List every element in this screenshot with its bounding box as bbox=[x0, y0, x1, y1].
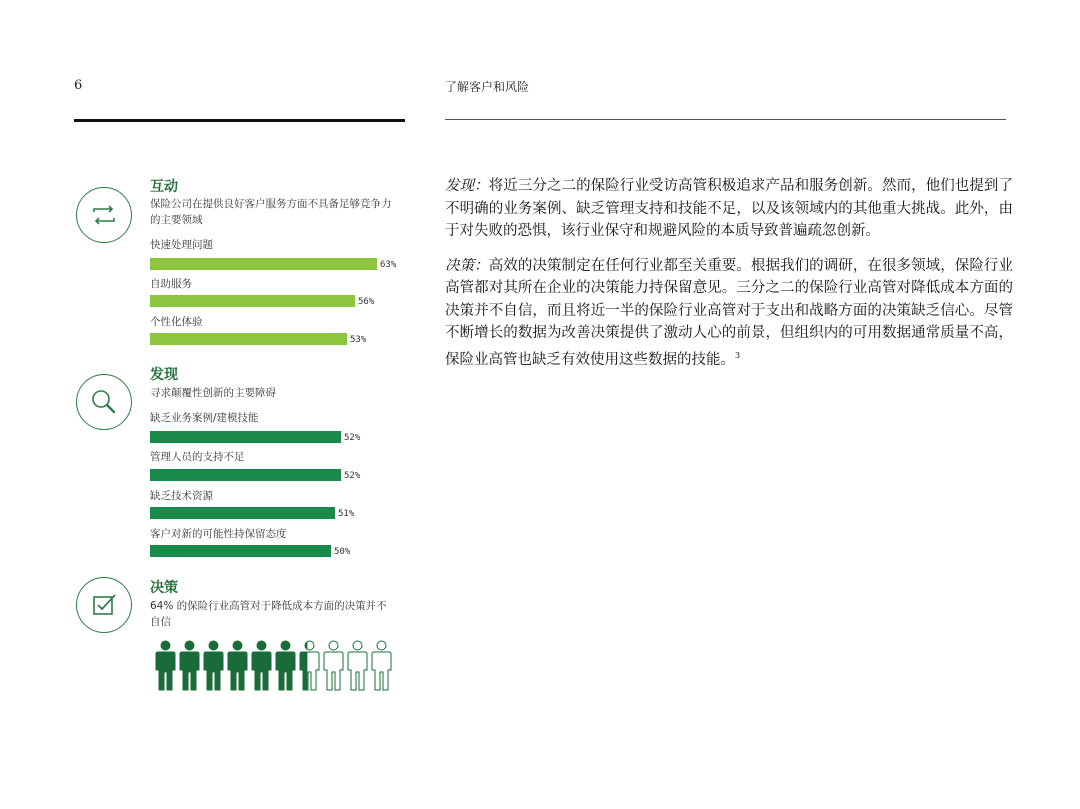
person-filled-icon bbox=[203, 640, 224, 692]
running-title: 了解客户和风险 bbox=[445, 80, 530, 94]
checkbox-icon bbox=[76, 577, 132, 633]
person-filled-icon bbox=[275, 640, 296, 692]
exchange-arrows-icon bbox=[76, 187, 132, 243]
bar-value: 52% bbox=[344, 433, 361, 443]
decision-text: 高效的决策制定在任何行业都至关重要。根据我们的调研，在很多领域，保险行业高管都对其所在企业的决策能力持保留意见。三分之二的保险行业高管对降低成本方面的决策并不自信，而且将近一半的保险行业高管对于支出和战略方面的决策缺乏信心。尽管不断增长的数据为改善决策提供了激动人心的前景，但组织内的可用数据通常质量不高，保险业高管也缺乏有效使用这些数据的技能。 bbox=[445, 257, 1014, 368]
bar-label: 管理人员的支持不足 bbox=[150, 451, 245, 463]
bar-management-support bbox=[150, 469, 341, 481]
bar-label: 个性化体验 bbox=[150, 316, 203, 328]
discovery-title: 发现 bbox=[150, 367, 178, 383]
bar-business-case bbox=[150, 431, 341, 443]
person-outline-icon bbox=[347, 640, 368, 692]
interaction-desc: 保险公司在提供良好客户服务方面不具备足够竞争力的主要领域 bbox=[150, 198, 392, 226]
finding-paragraph bbox=[445, 175, 1013, 243]
bar-label: 快速处理问题 bbox=[150, 239, 213, 251]
bar-value: 56% bbox=[358, 297, 375, 307]
interaction-title: 互动 bbox=[150, 179, 178, 195]
decision-title: 决策 bbox=[150, 580, 178, 596]
people-pictogram bbox=[155, 640, 392, 692]
person-outline-icon bbox=[323, 640, 344, 692]
person-partial-icon bbox=[299, 640, 320, 692]
header-rule-right bbox=[445, 119, 1006, 120]
magnifier-icon bbox=[76, 374, 132, 430]
person-outline-icon bbox=[371, 640, 392, 692]
header-rule-left bbox=[74, 119, 405, 122]
person-filled-icon bbox=[227, 640, 248, 692]
person-filled-icon bbox=[155, 640, 176, 692]
decision-desc: 64% 的保险行业高管对于降低成本方面的决策并不自信 bbox=[150, 600, 387, 628]
discovery-desc: 寻求颠覆性创新的主要障碍 bbox=[150, 387, 276, 399]
decision-paragraph bbox=[445, 255, 1013, 371]
bar-value: 63% bbox=[380, 260, 397, 270]
footnote-ref: 3 bbox=[735, 350, 741, 360]
bar-fast-processing bbox=[150, 258, 377, 270]
bar-personalized bbox=[150, 333, 347, 345]
person-filled-icon bbox=[251, 640, 272, 692]
bar-value: 53% bbox=[350, 335, 367, 345]
bar-label: 客户对新的可能性持保留态度 bbox=[150, 528, 287, 540]
bar-value: 50% bbox=[334, 547, 351, 557]
finding-text: 将近三分之二的保险行业受访高管积极追求产品和服务创新。然而，他们也提到了不明确的业务案例、缺乏管理支持和技能不足，以及该领域内的其他重大挑战。此外，由于对失败的恐惧，该行业保守和规避风险的本质导致普遍疏忽创新。 bbox=[445, 178, 1014, 239]
bar-value: 51% bbox=[338, 509, 355, 519]
bar-label: 缺乏业务案例/建模技能 bbox=[150, 412, 259, 424]
bar-value: 52% bbox=[344, 471, 361, 481]
bar-tech-resources bbox=[150, 507, 335, 519]
finding-lead: 发现： bbox=[445, 178, 489, 194]
bar-self-service bbox=[150, 295, 355, 307]
bar-label: 缺乏技术资源 bbox=[150, 490, 213, 502]
person-filled-icon bbox=[179, 640, 200, 692]
bar-label: 自助服务 bbox=[150, 278, 192, 290]
page-number: 6 bbox=[74, 78, 83, 93]
bar-customer-reservation bbox=[150, 545, 331, 557]
decision-lead: 决策： bbox=[445, 257, 489, 274]
body-text bbox=[445, 175, 1013, 383]
